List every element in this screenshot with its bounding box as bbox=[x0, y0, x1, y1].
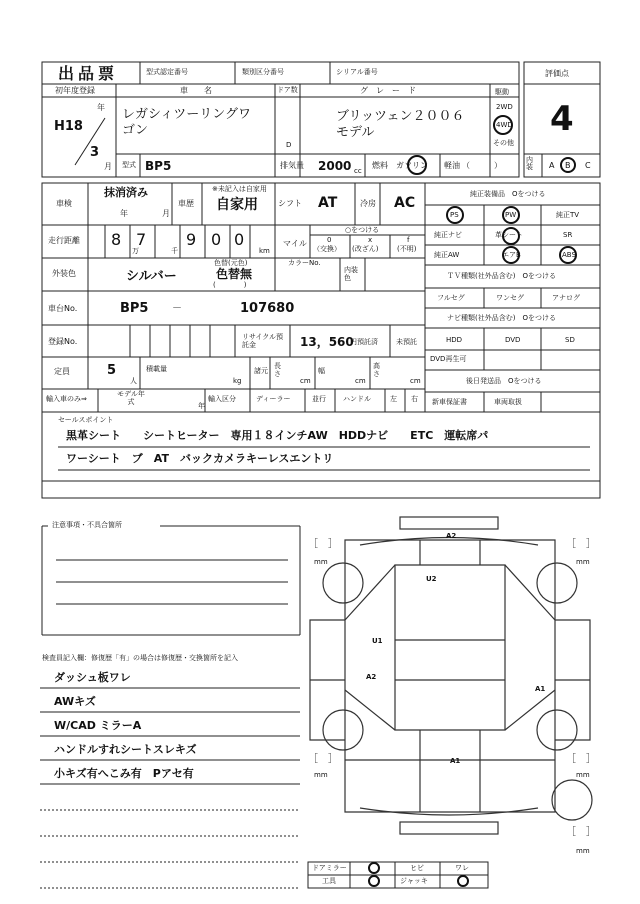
note-item-1: ダッシュ板ワレ bbox=[54, 671, 131, 684]
interior-color-label: 内装色 bbox=[344, 266, 358, 283]
repaint-value: 色替無 bbox=[216, 267, 253, 281]
equip-abs: ABS bbox=[562, 251, 576, 259]
nav-type-title: ナビ種類(社外品含む) Oをつける bbox=[447, 314, 556, 322]
capacity-value: 5 bbox=[107, 363, 117, 378]
mileage-mile: マイル bbox=[283, 239, 307, 248]
inspection-label: 車検 bbox=[56, 199, 72, 208]
history-value: 自家用 bbox=[216, 197, 258, 213]
color-no-label: カラーNo. bbox=[288, 259, 321, 267]
chassis-number: 107680 bbox=[240, 301, 295, 316]
mm-rear-left: mm bbox=[314, 771, 328, 779]
import-left: 左 bbox=[390, 395, 397, 403]
inspector-label: 検査員記入欄：修復歴「有」の場合は修復歴・交換箇所を記入 bbox=[42, 654, 238, 662]
color-value: シルバー bbox=[126, 269, 177, 284]
inspection-month: 月 bbox=[162, 209, 170, 218]
repaint-paren: ( ) bbox=[213, 281, 247, 289]
model-label: 型式 bbox=[122, 161, 136, 169]
nav-dvd-play: DVD再生可 bbox=[430, 355, 467, 363]
dims-height: 高さ bbox=[373, 362, 380, 378]
dims-length-cm: cm bbox=[300, 377, 311, 385]
damage-mark-u1: U1 bbox=[372, 637, 383, 645]
damage-mark-a2-front: A2 bbox=[446, 532, 457, 540]
hibi-label: ヒビ bbox=[410, 864, 424, 872]
displacement-unit: cc bbox=[354, 167, 362, 175]
capacity-label: 定員 bbox=[54, 367, 70, 376]
ac-value: AC bbox=[394, 195, 416, 211]
bracket-front-right: ［ ］ bbox=[566, 539, 596, 550]
doors-code: D bbox=[286, 141, 292, 149]
selling-points-line2: ワーシート ブ AT バックカメラキーレスエントリ bbox=[66, 452, 334, 465]
first-reg-label: 初年度登録 bbox=[55, 86, 95, 95]
recycle-label: リサイクル預託金 bbox=[242, 333, 284, 350]
chassis-label: 車台No. bbox=[48, 304, 78, 313]
grade-line1: ブリッツェン２００６ bbox=[336, 109, 465, 124]
mm-spare: mm bbox=[576, 847, 590, 855]
recycle-paid: 円預託済 bbox=[350, 338, 378, 346]
damage-mark-a1-side: A1 bbox=[535, 685, 546, 693]
inspection-year: 年 bbox=[120, 209, 128, 218]
bracket-front-left: ［ ］ bbox=[308, 539, 338, 550]
capacity-unit: 人 bbox=[130, 377, 137, 385]
history-note: ※未記入は自家用 bbox=[212, 185, 267, 193]
mileage-man: 万 bbox=[132, 247, 139, 255]
mileage-opt1-num: 0 bbox=[327, 236, 332, 244]
history-label: 車歴 bbox=[178, 199, 194, 208]
mileage-sen: 千 bbox=[171, 247, 178, 255]
import-year: 年 bbox=[198, 402, 205, 410]
interior-label: 内装 bbox=[526, 156, 533, 171]
chassis-prefix: BP5 bbox=[120, 301, 149, 316]
equip-aw: 純正AW bbox=[434, 251, 460, 259]
shift-label: シフト bbox=[278, 199, 302, 208]
note-item-2: AWキズ bbox=[54, 695, 96, 708]
import-parallel: 並行 bbox=[312, 395, 326, 403]
damage-mark-a1-rear: A1 bbox=[450, 757, 461, 765]
import-label: 輸入車のみ⇒ bbox=[46, 395, 87, 403]
interior-b: B bbox=[565, 161, 571, 170]
mileage-opt2-num: x bbox=[368, 236, 373, 244]
door-mirror-label: ドアミラー bbox=[312, 864, 347, 872]
ware-label: ワレ bbox=[455, 864, 469, 872]
era-year: H18 bbox=[54, 119, 83, 134]
registration-label: 登録No. bbox=[48, 337, 78, 346]
shift-value: AT bbox=[318, 195, 338, 211]
grade-box-label: 評価点 bbox=[545, 69, 569, 78]
displacement-value: 2000 bbox=[318, 159, 352, 173]
mileage-km: km bbox=[259, 247, 270, 255]
notes-label: 注意事項・不具合箇所 bbox=[52, 521, 122, 529]
import-right: 右 bbox=[411, 395, 418, 403]
mm-rear-right: mm bbox=[576, 771, 590, 779]
mileage-digit-2: 7 bbox=[136, 230, 147, 249]
mm-front-right: mm bbox=[576, 558, 590, 566]
nav-dvd: DVD bbox=[505, 336, 521, 344]
equip-pw: PW bbox=[505, 211, 517, 219]
equip-ps: PS bbox=[450, 211, 459, 219]
equip-tv: 純正TV bbox=[556, 211, 580, 219]
doors-label: ドア数 bbox=[277, 86, 298, 94]
damage-mark-a2-side: A2 bbox=[366, 673, 377, 681]
note-item-3: W/CAD ミラーA bbox=[54, 719, 142, 732]
car-name-line1: レガシィツーリングワ bbox=[122, 107, 251, 122]
grade-value: 4 bbox=[550, 99, 574, 139]
after-title: 後日発送品 Oをつける bbox=[466, 377, 542, 385]
drive-4wd: 4WD bbox=[496, 121, 513, 129]
mileage-digit-1: 8 bbox=[111, 230, 122, 249]
damage-mark-u2: U2 bbox=[426, 575, 437, 583]
inspection-status: 抹消済み bbox=[104, 186, 148, 199]
drive-other: その他 bbox=[493, 139, 514, 147]
bracket-rear-right: ［ ］ bbox=[566, 754, 596, 765]
dims-height-cm: cm bbox=[410, 377, 421, 385]
nav-hdd: HDD bbox=[446, 336, 463, 344]
model-value: BP5 bbox=[145, 159, 172, 173]
mileage-opt3: (不明) bbox=[397, 245, 417, 253]
month-suffix: 月 bbox=[104, 162, 112, 171]
mileage-opt1: （交換） bbox=[313, 245, 341, 253]
equipment-title: 純正装備品 Oをつける bbox=[470, 190, 546, 198]
chassis-dash: － bbox=[172, 303, 182, 314]
fuel-other: （ ） bbox=[462, 161, 502, 170]
repaint-label: 色替(元色) bbox=[214, 259, 248, 267]
drive-label: 駆動 bbox=[495, 88, 509, 96]
car-name-label: 車 名 bbox=[180, 86, 212, 95]
tv-type-title: ＴＶ種類(社外品含む) Oをつける bbox=[447, 272, 556, 280]
recycle-value: 13，560 bbox=[300, 335, 354, 349]
drive-2wd: 2WD bbox=[496, 103, 513, 111]
car-diagram bbox=[310, 517, 592, 834]
dims-width: 幅 bbox=[318, 367, 325, 375]
import-handle: ハンドル bbox=[343, 395, 371, 403]
import-dealer: ディーラー bbox=[256, 395, 291, 403]
tv-oneseg: ワンセグ bbox=[496, 294, 524, 302]
tool-label: 工具 bbox=[322, 877, 336, 885]
grade-label: グ レ ー ド bbox=[360, 86, 416, 95]
after-manual: 車両取扱 bbox=[494, 398, 522, 406]
category-label: 類別区分番号 bbox=[242, 68, 284, 76]
load-label: 積載量 bbox=[146, 365, 167, 373]
color-label: 外装色 bbox=[52, 269, 76, 278]
year-suffix: 年 bbox=[97, 103, 105, 112]
tv-analog: アナログ bbox=[552, 294, 580, 302]
recycle-unpaid: 未預託 bbox=[396, 338, 417, 346]
reg-month: 3 bbox=[90, 145, 100, 160]
load-kg: kg bbox=[233, 377, 242, 385]
fuel-gasoline: ガソリン bbox=[396, 161, 428, 170]
interior-c: C bbox=[585, 161, 591, 170]
dims-length: 長さ bbox=[274, 362, 281, 378]
mileage-circle-note: ○をつける bbox=[345, 226, 380, 234]
equip-nav: 純正ナビ bbox=[434, 231, 462, 239]
bracket-rear-left: ［ ］ bbox=[308, 754, 338, 765]
dims-width-cm: cm bbox=[355, 377, 366, 385]
import-type-label: 輸入区分 bbox=[208, 395, 236, 403]
mileage-opt2: (改ざん) bbox=[352, 245, 379, 253]
tv-fullseg: フルセグ bbox=[437, 294, 465, 302]
import-model-year: モデル年式 bbox=[117, 390, 145, 406]
note-item-4: ハンドルすれシートスレキズ bbox=[54, 743, 197, 756]
fuel-diesel: 軽油 bbox=[444, 161, 460, 170]
nav-sd: SD bbox=[565, 336, 575, 344]
interior-a: A bbox=[549, 161, 555, 170]
mileage-digit-4: 0 bbox=[211, 230, 222, 249]
serial-label: シリアル番号 bbox=[336, 68, 378, 76]
selling-points-line1: 黒革シート シートヒーター 専用１８インチAW HDDナビ ETC 運転席パ bbox=[66, 429, 489, 442]
car-name-line2: ゴン bbox=[122, 123, 149, 138]
fuel-label: 燃料 bbox=[372, 161, 388, 170]
model-cert-label: 型式認定番号 bbox=[146, 68, 188, 76]
jack-label: ジャッキ bbox=[400, 877, 428, 885]
equip-leather: 革シート bbox=[495, 231, 523, 239]
ac-label: 冷房 bbox=[360, 199, 376, 208]
note-item-5: 小キズ有へこみ有 Pアセ有 bbox=[54, 767, 194, 780]
equip-sr: SR bbox=[563, 231, 573, 239]
mileage-digit-3: 9 bbox=[186, 230, 197, 249]
equip-airbag: エアB bbox=[502, 251, 521, 259]
mileage-opt3-num: f bbox=[407, 236, 410, 244]
dims-label: 諸元 bbox=[254, 367, 268, 375]
grade-line2: モデル bbox=[336, 125, 375, 140]
mm-front-left: mm bbox=[314, 558, 328, 566]
bracket-spare: ［ ］ bbox=[566, 827, 596, 838]
after-warranty: 新車保証書 bbox=[432, 398, 467, 406]
selling-points-label: セールスポイント bbox=[58, 416, 114, 424]
form-title: 出品票 bbox=[58, 64, 119, 83]
mileage-digit-5: 0 bbox=[234, 230, 245, 249]
displacement-label: 排気量 bbox=[280, 161, 304, 170]
mileage-label: 走行距離 bbox=[48, 236, 80, 245]
